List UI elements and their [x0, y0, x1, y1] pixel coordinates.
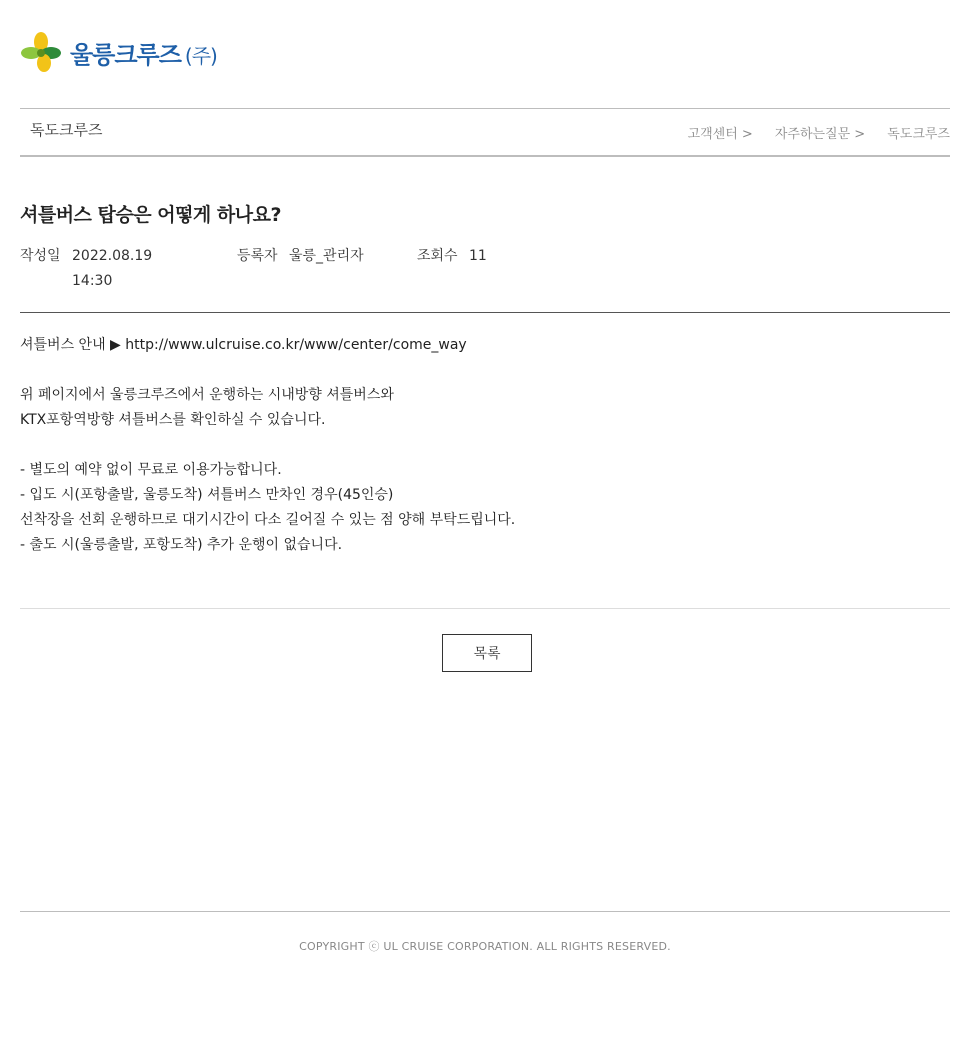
- post-body: [20, 333, 920, 558]
- sub-navigation-bar: [20, 108, 950, 157]
- list-button[interactable]: 목록: [442, 634, 532, 672]
- body-line: KTX포항역방향 셔틀버스를 확인하실 수 있습니다.: [20, 412, 326, 428]
- author-value: 울릉_관리자: [289, 248, 364, 264]
- body-line: [20, 358, 920, 383]
- section-title: 독도크루즈: [30, 121, 103, 139]
- content-divider: [20, 608, 950, 609]
- breadcrumb-faq[interactable]: 자주하는질문 >: [774, 127, 866, 142]
- views-label: 조회수: [417, 248, 458, 264]
- footer-divider: [20, 911, 950, 912]
- body-line: - 출도 시(울릉출발, 포항도착) 추가 운행이 없습니다.: [20, 537, 343, 553]
- breadcrumb-dokdo-cruise[interactable]: 독도크루즈: [887, 127, 950, 142]
- body-line: 셔틀버스 안내 ▶ http://www.ulcruise.co.kr/www/center/come_way: [20, 337, 467, 353]
- body-line: - 별도의 예약 없이 무료로 이용가능합니다.: [20, 462, 282, 478]
- date-label: 작성일: [20, 248, 61, 264]
- breadcrumb-customer-center[interactable]: 고객센터 >: [687, 127, 753, 142]
- views-value: 11: [469, 248, 487, 264]
- post-title: 셔틀버스 탑승은 어떻게 하나요?: [20, 204, 281, 226]
- breadcrumb: [688, 123, 950, 142]
- site-logo[interactable]: [20, 30, 217, 74]
- date-value: 2022.08.19 14:30: [72, 248, 153, 289]
- author-label: 등록자: [237, 248, 278, 264]
- copyright-text: COPYRIGHT ⓒ UL CRUISE CORPORATION. ALL RIGHTS RESERVED.: [299, 940, 671, 953]
- logo-flower-icon: [20, 31, 62, 73]
- body-line: - 입도 시(포항출발, 울릉도착) 셔틀버스 만차인 경우(45인승): [20, 487, 394, 503]
- body-line: [20, 433, 920, 458]
- body-line: 선착장을 선회 운행하므로 대기시간이 다소 길어질 수 있는 점 양해 부탁드립니다.: [20, 512, 516, 528]
- meta-divider: [20, 312, 950, 313]
- logo-corp: (주): [184, 43, 217, 68]
- logo-text: 울릉크루즈: [70, 40, 181, 69]
- body-line: 위 페이지에서 울릉크루즈에서 운행하는 시내방향 셔틀버스와: [20, 387, 394, 403]
